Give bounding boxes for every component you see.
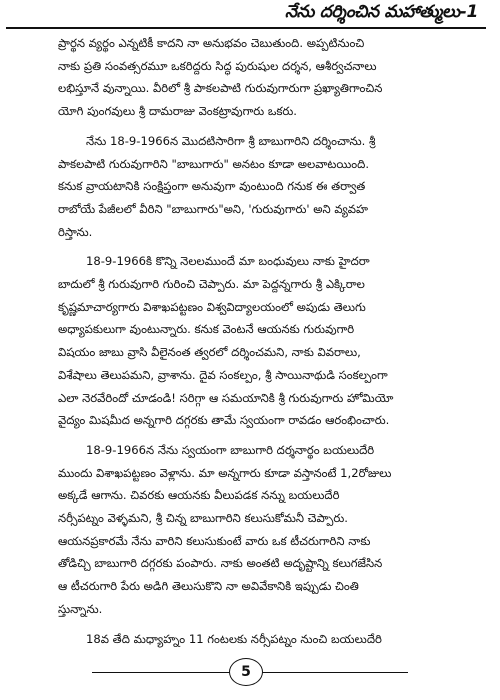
text-line: స్తున్నాను.	[58, 601, 103, 616]
header-rule	[6, 27, 486, 29]
paragraph	[58, 32, 478, 123]
page-header	[0, 0, 500, 30]
text-line: ఎలా నెరవేరిందో చూడండి! సరిగ్గా ఆ సమయానికి శ్రీ గురువుగారు హోమియో	[58, 390, 394, 405]
text-line: కృష్ణమాచార్యగారు విశాఖపట్టణం విశ్వవిద్యాలయంలో అపుడు తెలుగు	[58, 299, 366, 314]
text-line: నేను 18-9-1966న మొదటిసారిగా శ్రీ బాబుగారిని దర్శించాను. శ్రీ	[86, 133, 376, 148]
text-line: కనుక వ్రాయటానికి సంక్షిప్తంగా అనువుగా వుంటుంది గనుక ఈ తర్వాత	[58, 179, 366, 194]
text-line: రాబోయే పేజీలలో వీరిని "బాబుగారు"అని, 'గురువుగారు' అని వ్యవహ	[58, 201, 369, 216]
text-line: యోగి పుంగవులు శ్రీ దామరాజు వెంకట్రావుగారు ఒకరు.	[58, 104, 297, 119]
page-number: 5	[241, 664, 251, 680]
text-line: అక్కడే ఆగాను. చివరకు ఆయనకు వీలుపడక నన్ను బయలుదేరి	[58, 488, 340, 503]
text-line: నర్సీపట్నం వెళ్ళమని, శ్రీ చిన్న బాబుగారిని కలుసుకోమనీ చెప్పారు.	[58, 511, 348, 526]
text-line: పాకలపాటి గురువుగారిని "బాబుగారు" అనటం కూడా అలవాటయింది.	[58, 156, 370, 171]
text-line: ఆయనప్రకారమే నేను వారిని కలుసుకుంటే వారు ఒక టీచరుగారిని నాకు	[58, 533, 371, 548]
text-line: ఆ టీచరుగారి పేరు అడిగి తెలుసుకొని నా అవివేకానికి ఇప్పుడు చింతి	[58, 579, 359, 594]
text-line: బాదులో శ్రీ గురువుగారి గురించి చెప్పారు. మా పెద్దన్నగారు శ్రీ ఎక్కిరాల	[58, 277, 365, 292]
text-line: రిస్తాను.	[58, 224, 93, 239]
paragraph	[58, 250, 478, 432]
body-text	[58, 32, 478, 657]
page-footer	[0, 655, 500, 695]
text-line: అధ్యాపకులుగా వుంటున్నారు. కనుక వెంటనే ఆయనకు గురువుగారి	[58, 322, 355, 337]
paragraph	[58, 130, 478, 244]
text-line: తోడిచ్చి బాబుగారి దగ్గరకు పంపారు. నాకు అంతటి అదృష్టాన్ని కలుగజేసిన	[58, 556, 383, 571]
page-number-badge	[229, 658, 263, 686]
text-line: వైద్యం మిషమీద అన్నగారి దగ్గరకు తామే స్వయంగా రావడం ఆరంభించారు.	[58, 413, 390, 428]
text-line: నాకు ప్రతి సంవత్సరమూ ఒకరిద్దరు సిద్ధ పురుషుల దర్శన, ఆశీర్వచనాలు	[58, 58, 377, 73]
paragraph	[58, 439, 478, 621]
text-line: ముందు విశాఖపట్టణం వెళ్లాను. మా అన్నగారు కూడా వస్తానంటే 1,2రోజులు	[58, 465, 392, 480]
text-line: 18వ తేది మధ్యాహ్నం 11 గంటలకు నర్సీపట్నం నుంచి బయలుదేరి	[86, 631, 382, 646]
text-line: 18-9-1966న నేను స్వయంగా బాబుగారి దర్శనార్థం బయలుదేరి	[86, 442, 375, 457]
text-line: విశేషాలు తెలుపమని, వ్రాశాను. దైవ సంకల్పం, శ్రీ సాయినాథుడి సంకల్పంగా	[58, 367, 388, 382]
text-line: 18-9-1966కి కొన్ని నెలలముందే మా బంధువులు నాకు హైదరా	[86, 254, 370, 269]
book-title: నేను దర్శించిన మహాత్ములు-1	[284, 2, 478, 22]
text-line: లభిస్తూనే వున్నాయి. వీరిలో శ్రీ పాకలపాటి గురువుగారుగా ప్రఖ్యాతిగాంచిన	[58, 81, 383, 96]
text-line: విషయం జాబు వ్రాసి వీలైనంత త్వరలో దర్శించమని, నాకు వివరాలు,	[58, 345, 361, 360]
paragraph	[58, 628, 478, 651]
text-line: ప్రార్థన వ్యర్థం ఎన్నటికీ కాదని నా అనుభవం చెబుతుంది. అప్పటినుంచి	[58, 36, 365, 50]
